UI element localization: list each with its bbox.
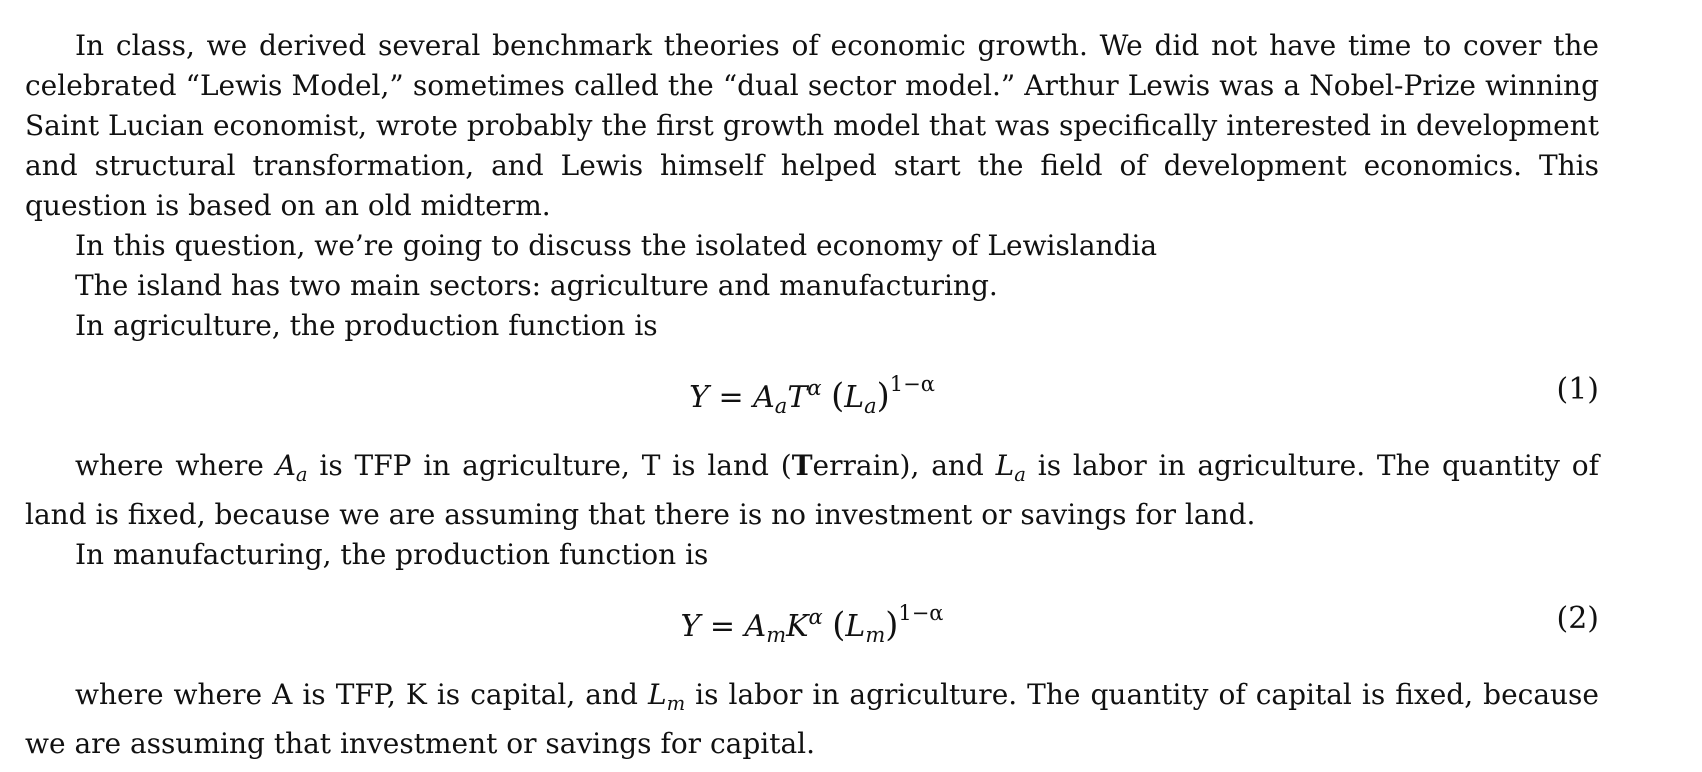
agri-where-text-3: errain), and bbox=[812, 449, 996, 482]
agri-where-text-2: is TFP in agriculture, T is land ( bbox=[307, 449, 792, 482]
eq1-rparen: ) bbox=[876, 375, 890, 415]
eq2-tfp-subscript: m bbox=[766, 622, 787, 647]
agri-where-bold-T: T bbox=[791, 449, 813, 482]
eq1-equals: = bbox=[708, 379, 754, 415]
equation-2-expression bbox=[25, 601, 1599, 647]
manufacturing-intro-paragraph: In manufacturing, the production function is bbox=[75, 537, 709, 571]
equation-2 bbox=[25, 575, 1599, 675]
eq2-output: Y bbox=[680, 608, 701, 644]
agri-where-text-1: where where bbox=[75, 449, 276, 482]
manu-where-text-1: where where A is TFP, K is capital, and bbox=[75, 677, 648, 711]
eq1-land: T bbox=[787, 379, 808, 415]
agri-where-A-subscript: a bbox=[295, 462, 308, 486]
eq2-lparen: ( bbox=[832, 604, 846, 644]
eq1-tfp: A bbox=[753, 379, 775, 415]
eq2-capital: K bbox=[786, 608, 809, 644]
agri-where-L: L bbox=[995, 449, 1015, 482]
eq1-labor-subscript: a bbox=[864, 394, 877, 419]
eq1-labor: L bbox=[844, 379, 865, 415]
eq1-land-exponent: α bbox=[807, 376, 822, 401]
agri-where-A: A bbox=[275, 449, 296, 482]
agri-where-text-4: is labor in agriculture. The quantity of land is fixed, because we are assuming that there is no investment or savings for land. bbox=[25, 449, 1599, 531]
document-page bbox=[25, 26, 1599, 764]
eq2-capital-exponent: α bbox=[808, 605, 823, 630]
eq1-labor-exponent: 1−α bbox=[889, 372, 935, 396]
lewislandia-paragraph: In this question, we’re going to discuss the isolated economy of Lewislandia bbox=[75, 229, 1158, 262]
eq2-rparen: ) bbox=[885, 604, 899, 644]
eq2-equals: = bbox=[700, 608, 745, 644]
eq2-labor: L bbox=[845, 608, 866, 644]
equation-2-number: (2) bbox=[1556, 600, 1599, 636]
eq2-labor-exponent: 1−α bbox=[898, 600, 944, 625]
eq2-tfp: A bbox=[744, 608, 767, 644]
agriculture-intro-paragraph: In agriculture, the production function is bbox=[75, 309, 658, 342]
manufacturing-where-paragraph bbox=[25, 675, 1599, 764]
intro-paragraph: In class, we derived several benchmark theories of economic growth. We did not have time to cover the celebrated “Lewis Model,” sometimes called the “dual sector model.” Arthur Lewis was a Nobel-Prize winning Saint Lucian economist, wrote probably the first growth model that was specifically interested in development and structural transformation, and Lewis himself helped start the field of development economics. This question is based on an old midterm. bbox=[25, 29, 1599, 222]
eq1-output: Y bbox=[689, 379, 709, 415]
manu-where-text-2: is labor in agriculture. The quantity of capital is fixed, because we are assuming that investment or savings for capital. bbox=[25, 677, 1599, 760]
equation-1-expression bbox=[25, 372, 1599, 418]
agri-where-L-subscript: a bbox=[1014, 462, 1026, 486]
equation-1 bbox=[25, 346, 1599, 446]
equation-1-number: (1) bbox=[1556, 372, 1599, 407]
sectors-paragraph: The island has two main sectors: agriculture and manufacturing. bbox=[75, 269, 998, 302]
eq2-labor-subscript: m bbox=[865, 622, 886, 647]
manu-where-L: L bbox=[647, 677, 667, 711]
agriculture-where-paragraph bbox=[25, 446, 1599, 535]
eq1-lparen: ( bbox=[831, 375, 845, 415]
eq1-tfp-subscript: a bbox=[774, 394, 788, 419]
manu-where-L-subscript: m bbox=[666, 691, 686, 715]
